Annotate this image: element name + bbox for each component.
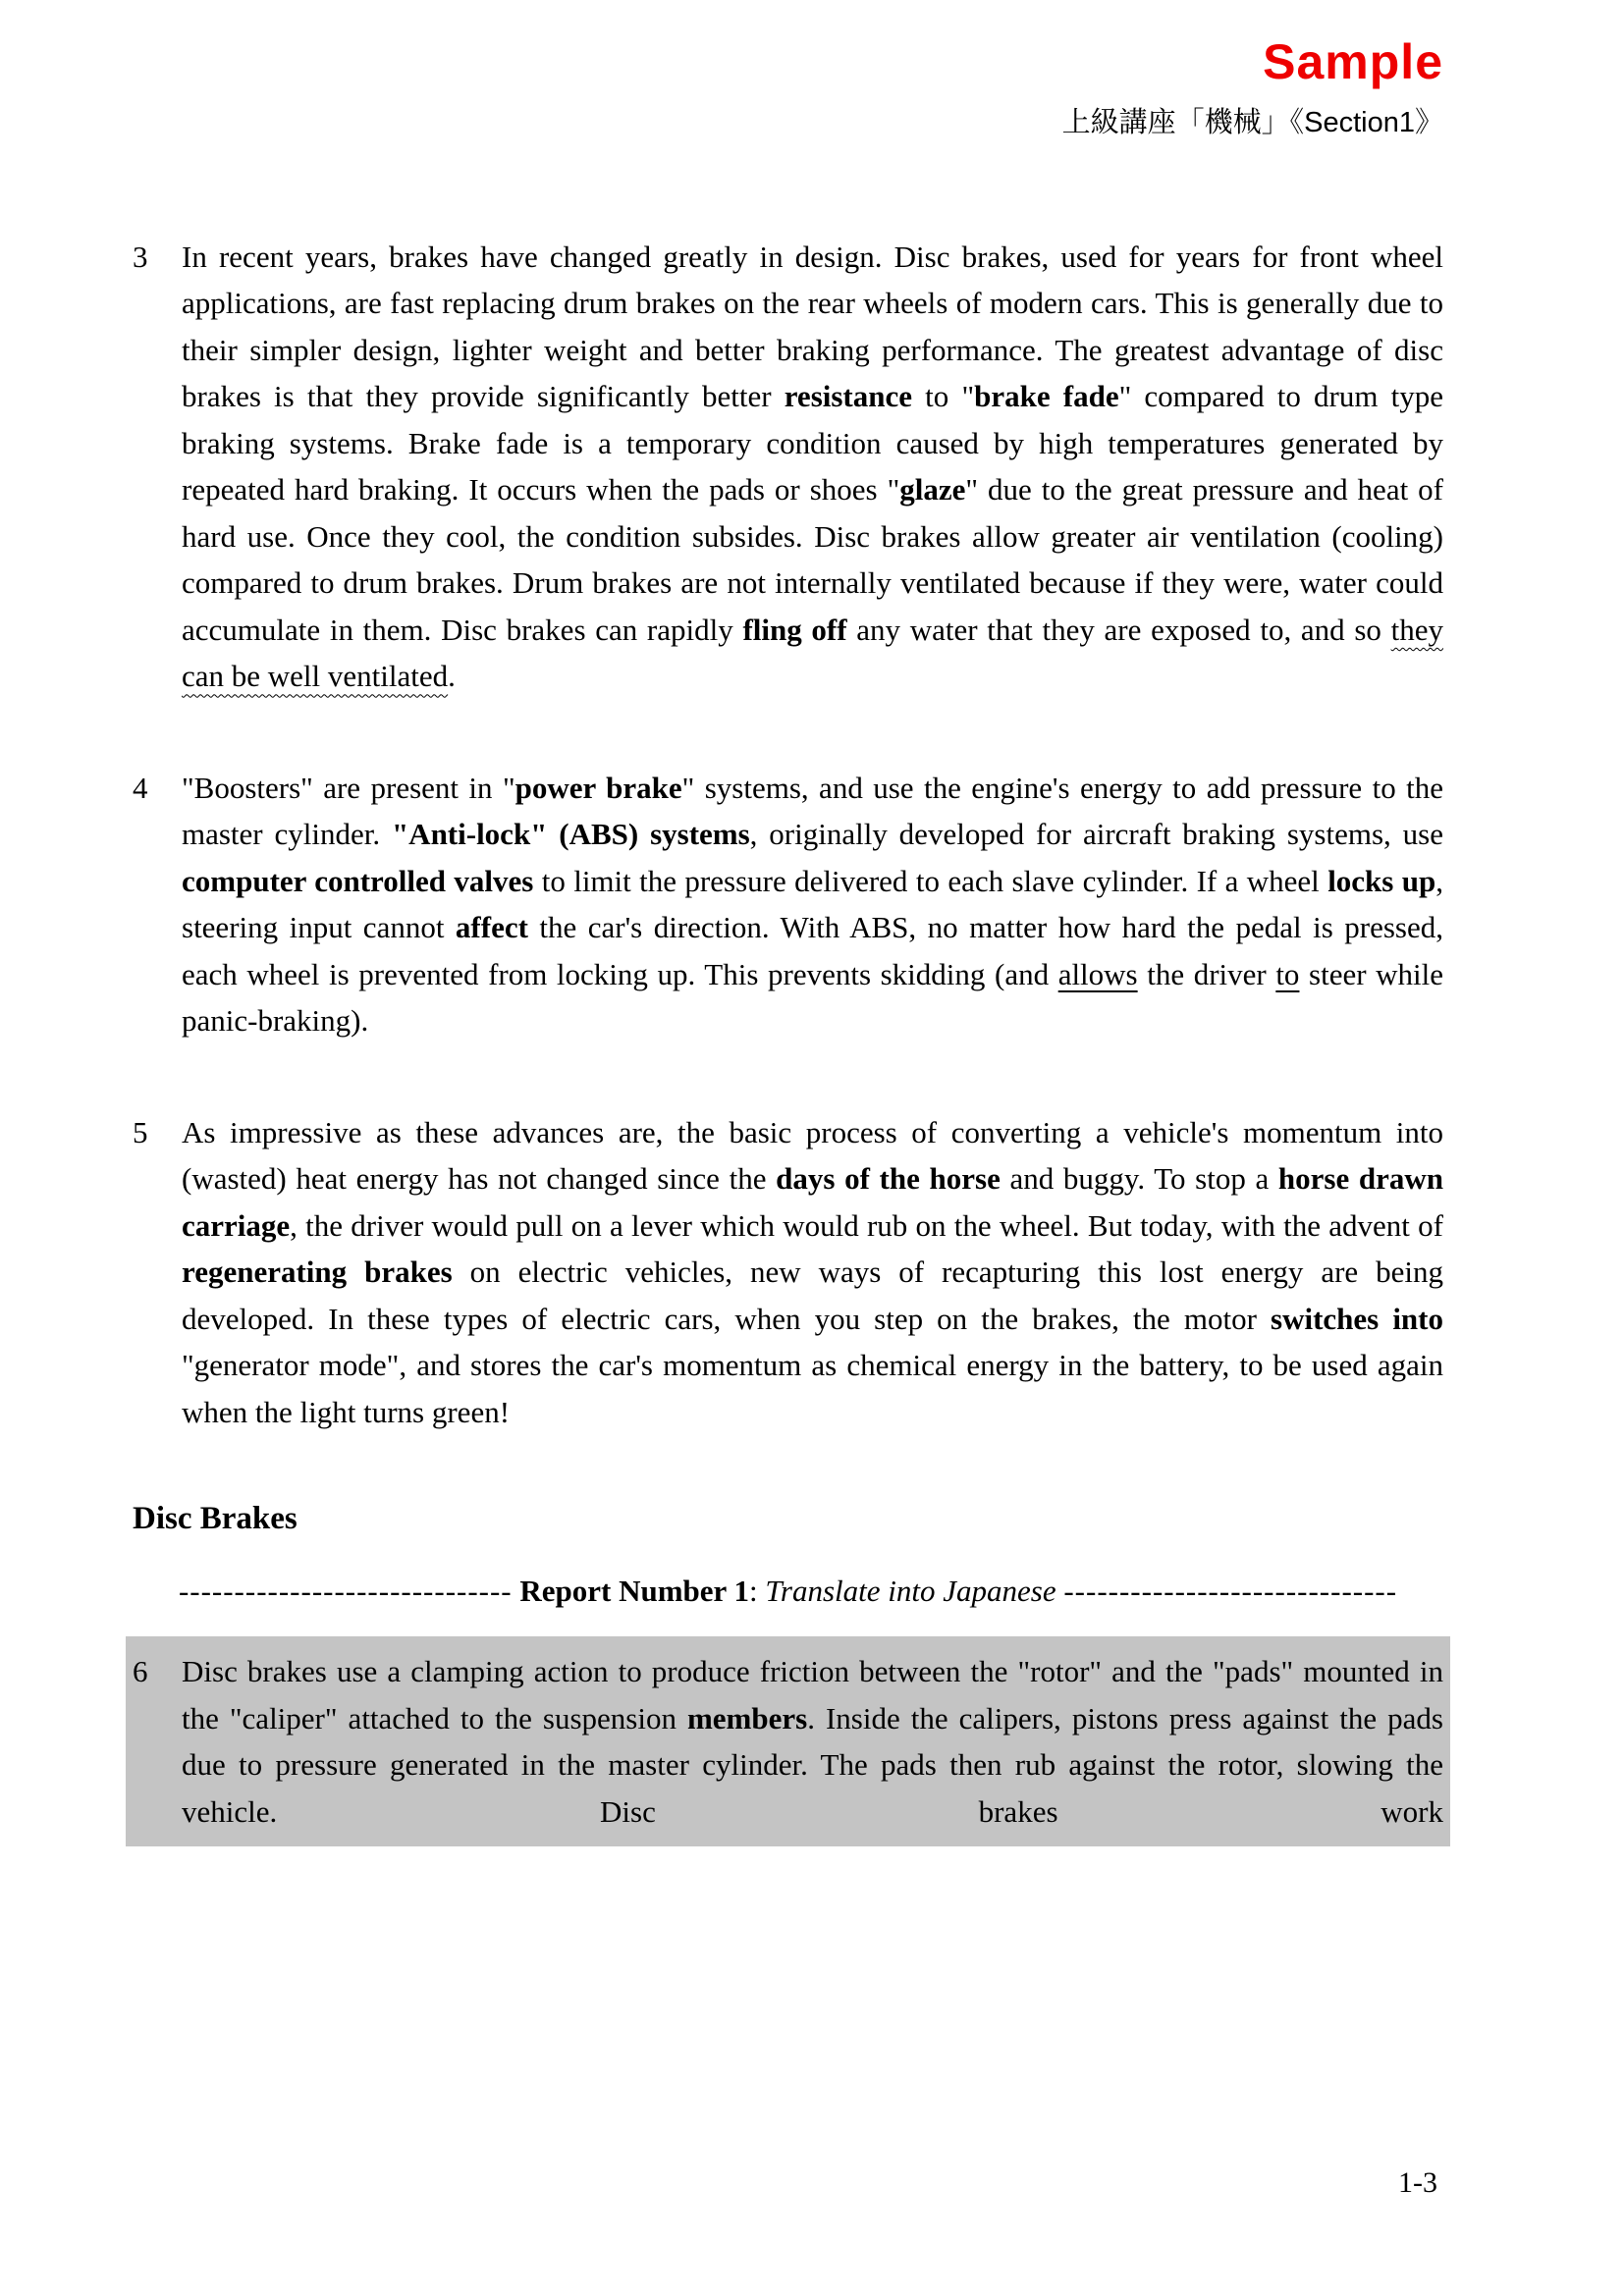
text-run: fling off [742, 612, 847, 647]
report-label: Report Number 1 [519, 1573, 750, 1608]
text-run: "Anti-lock" (ABS) systems [391, 817, 750, 852]
text-run: locks up [1327, 863, 1436, 898]
text-run: steer while panic-braking). [182, 956, 1444, 1039]
text-run: affect [455, 910, 528, 945]
course-header: 上級講座「機械」《Section1》 [1061, 107, 1443, 138]
text-run: , the driver would pull on a lever which would rub on the wheel. But today, with the advent of [290, 1207, 1443, 1243]
dashes-right: ------------------------------ [1063, 1573, 1398, 1608]
text-run: any water that they are exposed to, and so [846, 612, 1391, 647]
sample-watermark: Sample [1263, 34, 1443, 89]
text-run: brake fade [974, 379, 1119, 414]
text-run: the driver [1137, 956, 1276, 991]
text-run: . Inside the calipers, pistons press against the pads due to pressure generated in the master cylinder. The pads then rub against the rotor, slowing the vehicle. Disc brakes work [182, 1700, 1443, 1829]
text-run: " systems, and use the engine's energy to add pressure to the master cylinder. [182, 770, 1444, 852]
text-run: As impressive as these advances are, the basic process of converting a vehicle's momentum into (wasted) heat energy has not changed since the [182, 1114, 1443, 1197]
text-run: Disc brakes use a clamping action to produce friction between the "rotor" and the "pads" mounted in the "caliper" attached to the suspension [182, 1654, 1443, 1735]
text-run: regenerating brakes [182, 1255, 453, 1290]
section-heading: Disc Brakes [133, 1501, 298, 1537]
highlighted-paragraph [126, 1636, 1450, 1846]
paragraph-5 [133, 1109, 1443, 1436]
text-run: days of the horse [776, 1161, 1001, 1197]
paragraph-text [182, 234, 1443, 700]
text-run: In recent years, brakes have changed greatly in design. Disc brakes, used for years for front wheel applications, are fast replacing drum brakes on the rear wheels of modern cars. This is generally due to their simpler design, lighter weight and better braking performance. The greatest advantage of disc brakes is that they provide significantly better [182, 239, 1443, 414]
text-run: "Boosters" are present in " [182, 770, 515, 805]
text-run: members [686, 1700, 808, 1735]
text-run: "generator mode", and stores the car's momentum as chemical energy in the battery, to be used again when the light turns green! [182, 1348, 1443, 1429]
text-run: power brake [514, 770, 682, 805]
text-run: computer controlled valves [182, 863, 534, 898]
paragraph-text [182, 1648, 1443, 1835]
paragraph-number: 6 [133, 1654, 148, 1689]
paragraph-number: 3 [133, 239, 148, 274]
paragraph-number: 5 [133, 1114, 148, 1149]
text-run: horse drawn carriage [182, 1161, 1444, 1243]
paragraph-text [182, 1109, 1443, 1436]
paragraph-number: 4 [133, 770, 148, 805]
text-run: switches into [1271, 1301, 1443, 1336]
text-run: the car's direction. With ABS, no matter how hard the pedal is pressed, each wheel is prevented from locking up. This prevents skidding (and [182, 910, 1443, 991]
paragraph-4 [133, 765, 1443, 1044]
text-run: " due to the great pressure and heat of hard use. Once they cool, the condition subsides. Disc brakes allow greater air ventilation (cooling) compared to drum brakes. Drum brakes are not internally ventilated because if they were, water could accumulate in them. Disc brakes can rapidly [182, 472, 1443, 647]
report-divider-line [133, 1573, 1443, 1609]
text-run: , steering input cannot [182, 863, 1443, 945]
page-number: 1-3 [1398, 2166, 1437, 2199]
paragraphs [133, 234, 1443, 1436]
text-run: " compared to drum type braking systems. Brake fade is a temporary condition caused by high temperatures generated by repeated hard braking. It occurs when the pads or shoes " [182, 379, 1443, 507]
text-run: to [1275, 956, 1300, 991]
text-run: . [448, 659, 456, 694]
text-run: they can be well ventilated [182, 612, 1444, 694]
text-run: glaze [899, 472, 966, 507]
report-separator: : [749, 1573, 766, 1608]
paragraph [133, 1648, 1443, 1835]
text-run: , originally developed for aircraft braking systems, use [749, 817, 1443, 852]
dashes-left: ------------------------------ [178, 1573, 513, 1608]
text-run: resistance [784, 379, 913, 414]
text-run: allows [1057, 956, 1138, 991]
text-run: on electric vehicles, new ways of recapturing this lost energy are being developed. In these types of electric cars, when you step on the brakes, the motor [182, 1255, 1444, 1336]
paragraph-3 [133, 234, 1443, 700]
paragraph-text [182, 765, 1443, 1044]
text-run: and buggy. To stop a [1000, 1161, 1278, 1197]
text-run: to " [912, 379, 975, 414]
text-run: to limit the pressure delivered to each slave cylinder. If a wheel [533, 863, 1328, 898]
report-instruction: Translate into Japanese [765, 1573, 1056, 1608]
